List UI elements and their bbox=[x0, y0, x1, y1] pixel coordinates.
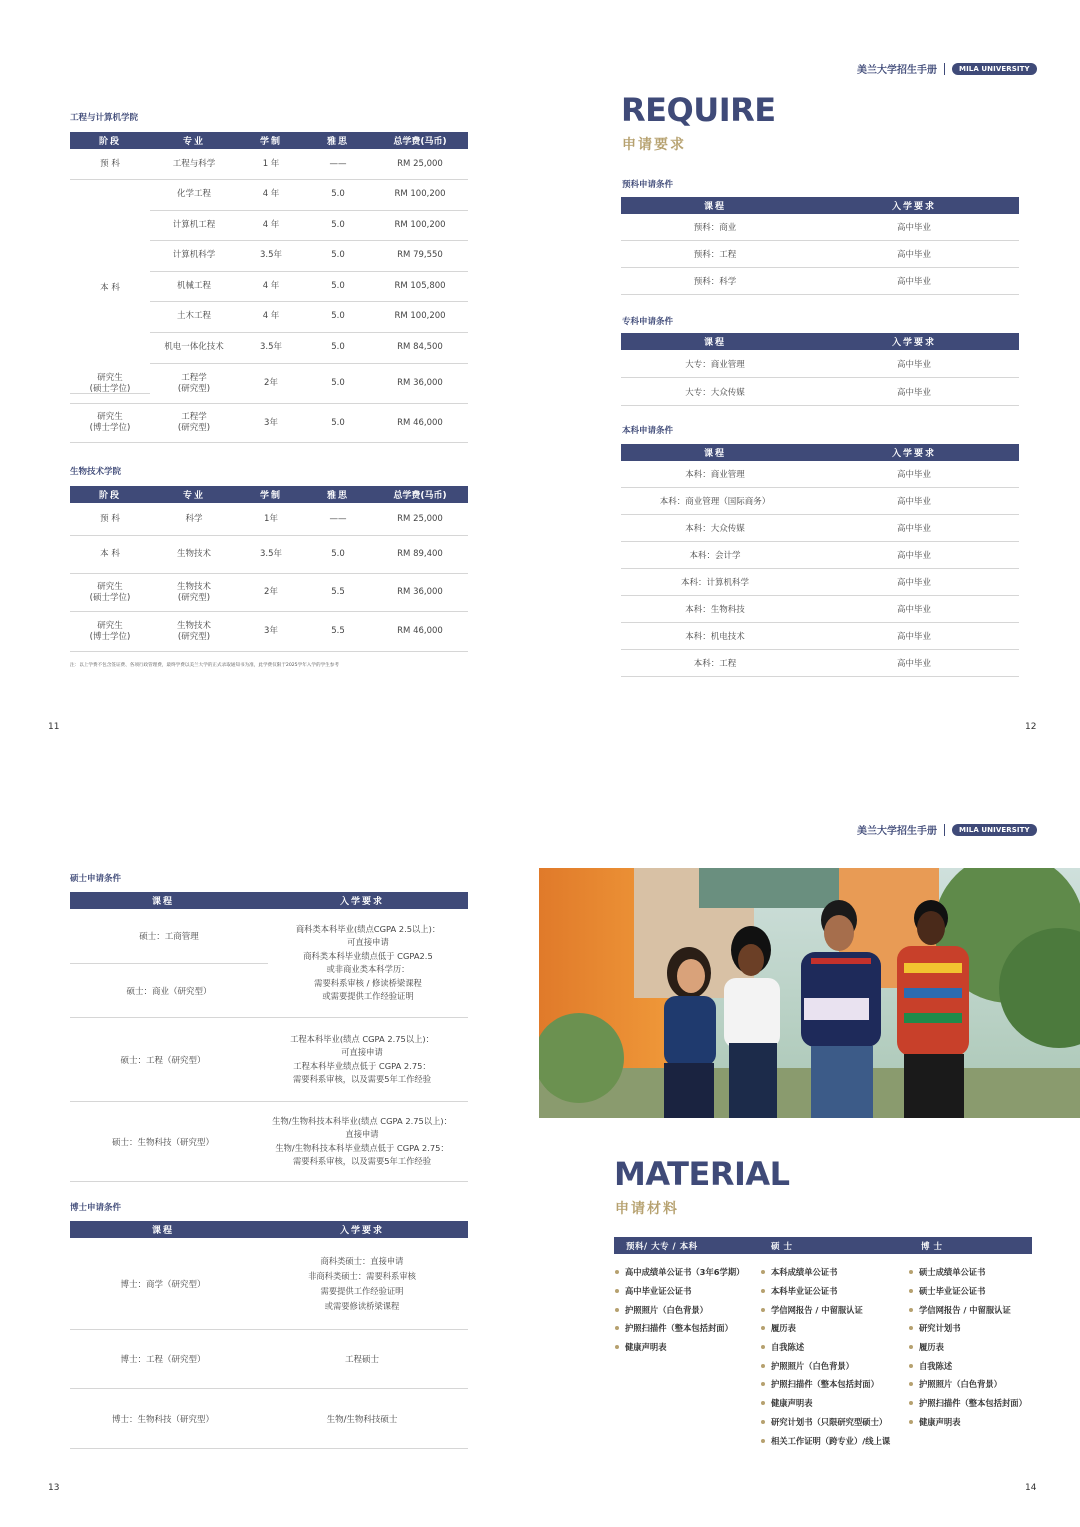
table-header bbox=[621, 333, 1019, 350]
years-cell: 4 年 bbox=[262, 189, 280, 200]
list-item-text: 研究计划书 bbox=[919, 1323, 961, 1334]
table-row bbox=[621, 623, 1019, 650]
requirement-line: 或非商业类本科学历： bbox=[326, 964, 410, 974]
bullet-icon bbox=[909, 1270, 913, 1274]
material-list-phd bbox=[909, 1263, 1034, 1431]
course-cell: 预科：工程 bbox=[693, 250, 737, 260]
col-header: 学制 bbox=[259, 137, 282, 147]
brand-divider bbox=[944, 63, 945, 75]
col-header: 硕 士 bbox=[771, 1241, 793, 1252]
fee-cell: RM 25,000 bbox=[397, 158, 443, 169]
ielts-cell: 5.0 bbox=[331, 342, 345, 352]
table-row bbox=[621, 515, 1019, 542]
stage-cell: 研究生 bbox=[97, 581, 123, 592]
requirement-cell bbox=[268, 909, 468, 1017]
col-header: 预科/ 大专 / 本科 bbox=[626, 1241, 698, 1252]
ielts-cell: 5.0 bbox=[331, 250, 345, 261]
stage-cell: 预 科 bbox=[100, 158, 120, 169]
stage-cell: 研究生 bbox=[97, 372, 123, 383]
list-item bbox=[761, 1263, 911, 1282]
requirement-line: 工程本科毕业绩点低于 CGPA 2.75： bbox=[293, 1060, 431, 1071]
requirement-cell: 高中毕业 bbox=[896, 470, 931, 480]
requirement-cell: 高中毕业 bbox=[896, 497, 931, 507]
brand-header bbox=[857, 61, 1037, 76]
material-table-header bbox=[614, 1237, 1032, 1254]
list-item-text: 健康声明表 bbox=[771, 1398, 813, 1409]
brand-pill: MILA UNIVERSITY bbox=[952, 824, 1037, 836]
bachelor-block bbox=[70, 180, 468, 394]
table-row bbox=[621, 350, 1019, 378]
students-photo bbox=[539, 868, 1080, 1118]
course-cell: 大专：大众传媒 bbox=[685, 387, 745, 398]
major-cell-sub: (研究型) bbox=[177, 423, 211, 433]
fee-cell: RM 25,000 bbox=[397, 513, 443, 524]
list-item bbox=[909, 1263, 1034, 1282]
list-item-text: 履历表 bbox=[919, 1342, 944, 1353]
stage-cell-sub: (博士学位) bbox=[89, 631, 131, 642]
list-item-text: 护照照片（白色背景） bbox=[625, 1304, 708, 1315]
eng-school-title: 工程与计算机学院 bbox=[70, 113, 139, 123]
col-header: 专业 bbox=[182, 491, 205, 501]
fee-cell: RM 46,000 bbox=[397, 417, 443, 428]
bullet-icon bbox=[909, 1326, 913, 1330]
requirement-line: 可直接申请 bbox=[341, 1047, 383, 1057]
fee-cell: RM 36,000 bbox=[397, 587, 443, 597]
bullet-icon bbox=[615, 1326, 619, 1330]
major-cell: 土木工程 bbox=[176, 311, 211, 322]
eng-fee-table bbox=[70, 132, 468, 394]
ielts-cell: 5.5 bbox=[331, 587, 345, 597]
course-cell: 本科：工程 bbox=[693, 659, 737, 669]
bullet-icon bbox=[909, 1382, 913, 1386]
bullet-icon bbox=[909, 1364, 913, 1368]
list-item-text: 自我陈述 bbox=[919, 1360, 953, 1371]
requirement-line: 需要科系审核 / 修读桥梁课程 bbox=[314, 977, 422, 988]
col-header: 课程 bbox=[151, 897, 174, 907]
list-item bbox=[615, 1338, 760, 1357]
brand-header bbox=[857, 822, 1037, 837]
material-list-undergrad bbox=[615, 1263, 760, 1356]
list-item bbox=[761, 1300, 911, 1319]
ielts-cell: 5.0 bbox=[331, 549, 345, 559]
bio-fee-table bbox=[70, 486, 468, 652]
ielts-cell: —— bbox=[329, 513, 347, 524]
bachelor-title: 本科申请条件 bbox=[622, 426, 674, 436]
phd-table bbox=[70, 1221, 468, 1449]
list-item bbox=[761, 1282, 911, 1301]
course-cell: 本科：机电技术 bbox=[685, 632, 745, 642]
bullet-icon bbox=[909, 1420, 913, 1424]
list-item bbox=[615, 1282, 760, 1301]
table-row bbox=[70, 612, 468, 652]
col-header: 博 士 bbox=[921, 1241, 943, 1252]
requirement-cell: 高中毕业 bbox=[896, 277, 931, 287]
major-cell: 工程学 bbox=[181, 412, 207, 422]
table-row bbox=[621, 596, 1019, 623]
fee-cell: RM 100,200 bbox=[394, 189, 446, 200]
col-header: 总学费(马币) bbox=[393, 491, 447, 501]
major-cell-sub: (研究型) bbox=[177, 631, 211, 642]
course-cell: 本科：计算机科学 bbox=[680, 578, 749, 588]
table-row bbox=[621, 542, 1019, 569]
years-cell: 3.5年 bbox=[259, 342, 283, 352]
requirement-line: 需要科系审核，以及需要5年工作经验 bbox=[292, 1156, 432, 1166]
requirement-line: 生物/生物科技本科毕业绩点低于 CGPA 2.75： bbox=[275, 1142, 449, 1153]
years-cell: 3.5年 bbox=[259, 250, 283, 261]
table-row bbox=[70, 574, 468, 612]
list-item bbox=[909, 1413, 1034, 1432]
stage-cell: 研究生 bbox=[97, 412, 123, 422]
fee-cell: RM 79,550 bbox=[397, 250, 443, 261]
list-item bbox=[615, 1300, 760, 1319]
table-row bbox=[621, 214, 1019, 241]
eng-grad-rows bbox=[70, 364, 468, 443]
col-header: 入学要求 bbox=[891, 338, 936, 348]
table-row bbox=[70, 503, 468, 536]
table-row bbox=[621, 378, 1019, 406]
course-cell: 博士：生物科技（研究型） bbox=[111, 1414, 214, 1425]
table-header bbox=[621, 444, 1019, 461]
major-cell: 化学工程 bbox=[176, 189, 211, 200]
bullet-icon bbox=[761, 1439, 765, 1443]
bullet-icon bbox=[615, 1345, 619, 1349]
list-item bbox=[761, 1431, 911, 1450]
bullet-icon bbox=[909, 1345, 913, 1349]
course-cell: 博士：工程（研究型） bbox=[120, 1355, 206, 1365]
requirement-line: 可直接申请 bbox=[347, 937, 389, 947]
table-row bbox=[70, 1102, 468, 1182]
course-cell: 预科：科学 bbox=[693, 277, 737, 287]
table-header bbox=[70, 892, 468, 909]
major-cell: 机械工程 bbox=[176, 280, 211, 291]
table-row bbox=[70, 1238, 468, 1330]
requirement-line: 商科类硕士：直接申请 bbox=[320, 1255, 404, 1266]
table-row bbox=[621, 241, 1019, 268]
requirement-cell: 高中毕业 bbox=[896, 605, 931, 615]
course-cell: 博士：商学（研究型） bbox=[120, 1279, 206, 1290]
fee-cell: RM 100,200 bbox=[394, 219, 446, 230]
table-row bbox=[621, 461, 1019, 488]
bullet-icon bbox=[761, 1401, 765, 1405]
years-cell: 3年 bbox=[264, 417, 278, 428]
years-cell: 1 年 bbox=[262, 158, 280, 169]
diploma-title: 专科申请条件 bbox=[622, 317, 674, 327]
col-header: 学制 bbox=[259, 491, 282, 501]
list-item bbox=[761, 1413, 911, 1432]
col-header: 阶段 bbox=[98, 491, 121, 501]
table-row bbox=[621, 268, 1019, 295]
fee-note: 注：以上学费不包含签证费、各项行政管理费，最终学费以美兰大学的正式录取通知书为准，此学费仅限于2025学年入学的学生参考 bbox=[70, 663, 339, 668]
course-cell: 大专：商业管理 bbox=[685, 359, 745, 370]
list-item-text: 护照扫描件（整本包括封面） bbox=[771, 1379, 879, 1390]
bullet-icon bbox=[761, 1420, 765, 1424]
stage-cell: 本 科 bbox=[100, 549, 120, 559]
stage-cell-sub: (硕士学位) bbox=[89, 383, 131, 394]
list-item-text: 相关工作证明（跨专业）/线上课 bbox=[771, 1435, 891, 1446]
course-cell: 本科：大众传媒 bbox=[685, 524, 745, 534]
list-item-text: 护照照片（白色背景） bbox=[771, 1360, 854, 1371]
table-row bbox=[70, 404, 468, 443]
list-item bbox=[909, 1375, 1034, 1394]
material-list-master bbox=[761, 1263, 911, 1450]
col-header: 雅思 bbox=[326, 137, 349, 147]
course-cell: 本科：商业管理 bbox=[685, 470, 745, 480]
bullet-icon bbox=[761, 1326, 765, 1330]
phd-title: 博士申请条件 bbox=[70, 1203, 122, 1213]
stage-cell-sub: (博士学位) bbox=[89, 423, 131, 433]
major-cell-sub: (研究型) bbox=[177, 383, 211, 394]
list-item-text: 护照照片（白色背景） bbox=[919, 1379, 1002, 1390]
fee-cell: RM 89,400 bbox=[397, 549, 443, 559]
years-cell: 3.5年 bbox=[259, 549, 283, 559]
major-cell: 科学 bbox=[185, 513, 203, 524]
ielts-cell: 5.0 bbox=[331, 417, 345, 428]
table-row bbox=[70, 364, 468, 404]
major-cell: 生物技术 bbox=[176, 620, 211, 631]
list-item-text: 学信网报告 / 中留服认证 bbox=[919, 1304, 1011, 1315]
material-subtitle: 申请材料 bbox=[615, 1201, 679, 1217]
list-item bbox=[909, 1338, 1034, 1357]
col-header: 课程 bbox=[703, 202, 726, 212]
bullet-icon bbox=[761, 1270, 765, 1274]
requirement-line: 生物/生物科技本科毕业(绩点 CGPA 2.75以上)： bbox=[272, 1115, 452, 1126]
fee-cell: RM 84,500 bbox=[397, 342, 443, 352]
stage-cell: 本 科 bbox=[70, 180, 150, 394]
col-header: 课程 bbox=[151, 1226, 174, 1236]
brand-cn: 美兰大学招生手册 bbox=[857, 826, 937, 837]
years-cell: 2年 bbox=[264, 587, 278, 597]
col-header: 阶段 bbox=[98, 137, 121, 147]
master-title: 硕士申请条件 bbox=[70, 874, 122, 884]
list-item bbox=[761, 1394, 911, 1413]
course-cell: 本科：商业管理（国际商务） bbox=[659, 497, 771, 507]
list-item-text: 本科毕业证公证书 bbox=[771, 1286, 838, 1297]
major-cell: 计算机科学 bbox=[172, 250, 216, 261]
table-row bbox=[70, 1018, 468, 1102]
major-cell: 工程与科学 bbox=[172, 158, 216, 169]
bullet-icon bbox=[761, 1364, 765, 1368]
list-item bbox=[909, 1394, 1034, 1413]
requirement-cell: 高中毕业 bbox=[896, 223, 931, 233]
course-cell: 本科：会计学 bbox=[689, 551, 741, 561]
list-item bbox=[909, 1300, 1034, 1319]
col-header: 入学要求 bbox=[891, 202, 936, 212]
requirement-line: 非商科类硕士：需要科系审核 bbox=[308, 1270, 416, 1281]
bachelor-table bbox=[621, 444, 1019, 677]
list-item bbox=[761, 1356, 911, 1375]
requirement-cell bbox=[256, 1254, 468, 1314]
foundation-title: 预科申请条件 bbox=[622, 180, 674, 190]
col-header: 入学要求 bbox=[339, 1226, 384, 1236]
require-subtitle: 申请要求 bbox=[622, 137, 686, 153]
require-title: REQUIRE bbox=[621, 91, 776, 129]
list-item-text: 自我陈述 bbox=[771, 1342, 805, 1353]
col-header: 课程 bbox=[703, 449, 726, 459]
page-number: 14 bbox=[1025, 1483, 1037, 1493]
fee-cell: RM 36,000 bbox=[397, 378, 443, 388]
ielts-cell: 5.0 bbox=[331, 219, 345, 230]
years-cell: 3年 bbox=[264, 626, 278, 636]
requirement-cell: 高中毕业 bbox=[896, 387, 931, 398]
course-cell: 硕士：生物科技（研究型） bbox=[111, 1137, 214, 1148]
bio-school-title: 生物技术学院 bbox=[70, 467, 122, 477]
course-cell: 硕士：商业（研究型） bbox=[126, 987, 212, 997]
bullet-icon bbox=[761, 1345, 765, 1349]
table-row bbox=[70, 149, 468, 180]
major-cell: 机电一体化技术 bbox=[164, 342, 224, 352]
table-row bbox=[621, 650, 1019, 677]
years-cell: 1年 bbox=[264, 513, 278, 524]
list-item-text: 高中毕业证公证书 bbox=[625, 1286, 692, 1297]
col-header: 专业 bbox=[182, 137, 205, 147]
list-item bbox=[615, 1319, 760, 1338]
fee-cell: RM 105,800 bbox=[394, 280, 446, 291]
list-item bbox=[909, 1356, 1034, 1375]
list-item bbox=[761, 1338, 911, 1357]
fee-cell: RM 46,000 bbox=[397, 626, 443, 636]
requirement-cell: 高中毕业 bbox=[896, 551, 931, 561]
years-cell: 4 年 bbox=[262, 280, 280, 291]
list-item-text: 高中成绩单公证书（3年6学期） bbox=[625, 1267, 745, 1278]
list-item bbox=[761, 1375, 911, 1394]
requirement-cell: 工程硕士 bbox=[344, 1355, 379, 1365]
ielts-cell: 5.0 bbox=[331, 189, 345, 200]
course-cell: 预科：商业 bbox=[693, 223, 737, 233]
col-header: 雅思 bbox=[326, 491, 349, 501]
list-item-text: 健康声明表 bbox=[625, 1342, 667, 1353]
requirement-line: 直接申请 bbox=[345, 1129, 379, 1139]
bullet-icon bbox=[615, 1289, 619, 1293]
requirement-line: 需要提供工作经验证明 bbox=[320, 1285, 404, 1296]
list-item-text: 护照扫描件（整本包括封面） bbox=[919, 1398, 1027, 1409]
major-cell: 生物技术 bbox=[176, 581, 211, 592]
col-header: 入学要求 bbox=[891, 449, 936, 459]
brand-divider bbox=[944, 824, 945, 836]
requirement-cell: 生物/生物科技硕士 bbox=[326, 1414, 398, 1425]
bullet-icon bbox=[761, 1382, 765, 1386]
stage-cell: 研究生 bbox=[97, 620, 123, 631]
table-row bbox=[621, 569, 1019, 596]
ielts-cell: —— bbox=[329, 158, 347, 169]
col-header: 课程 bbox=[703, 338, 726, 348]
list-item-text: 学信网报告 / 中留服认证 bbox=[771, 1304, 863, 1315]
list-item-text: 本科成绩单公证书 bbox=[771, 1267, 838, 1278]
bullet-icon bbox=[909, 1308, 913, 1312]
page-number: 11 bbox=[48, 722, 60, 732]
ielts-cell: 5.0 bbox=[331, 311, 345, 322]
page-number: 13 bbox=[48, 1483, 60, 1493]
requirement-cell: 高中毕业 bbox=[896, 250, 931, 260]
ielts-cell: 5.0 bbox=[331, 280, 345, 291]
fee-cell: RM 100,200 bbox=[394, 311, 446, 322]
stage-cell: 预 科 bbox=[100, 513, 120, 524]
requirement-cell: 高中毕业 bbox=[896, 359, 931, 370]
years-cell: 2年 bbox=[264, 378, 278, 388]
bullet-icon bbox=[615, 1308, 619, 1312]
list-item-text: 健康声明表 bbox=[919, 1416, 961, 1427]
requirement-line: 商科类本科毕业绩点低于 CGPA2.5 bbox=[303, 950, 433, 961]
course-cell: 本科：生物科技 bbox=[685, 605, 745, 615]
table-row bbox=[621, 488, 1019, 515]
years-cell: 4 年 bbox=[262, 311, 280, 322]
requirement-line: 工程本科毕业(绩点 CGPA 2.75以上)： bbox=[290, 1033, 434, 1044]
list-item bbox=[761, 1319, 911, 1338]
course-cell: 硕士：工商管理 bbox=[70, 909, 268, 964]
requirement-line: 需要科系审核，以及需要5年工作经验 bbox=[292, 1074, 432, 1084]
table-row bbox=[70, 1330, 468, 1389]
bullet-icon bbox=[761, 1308, 765, 1312]
requirement-cell: 高中毕业 bbox=[896, 524, 931, 534]
major-cell-sub: (研究型) bbox=[177, 592, 211, 603]
list-item-text: 履历表 bbox=[771, 1323, 796, 1334]
col-header: 总学费(马币) bbox=[393, 137, 447, 147]
table-row bbox=[70, 536, 468, 574]
requirement-line: 或需要提供工作经验证明 bbox=[322, 991, 414, 1001]
table-row bbox=[70, 909, 468, 1018]
course-cell: 硕士：工程（研究型） bbox=[120, 1055, 206, 1066]
brand-cn: 美兰大学招生手册 bbox=[857, 65, 937, 76]
diploma-table bbox=[621, 333, 1019, 406]
requirement-line: 商科类本科毕业(绩点CGPA 2.5以上)： bbox=[295, 923, 441, 934]
table-header bbox=[70, 132, 468, 149]
ielts-cell: 5.5 bbox=[331, 626, 345, 636]
bullet-icon bbox=[761, 1289, 765, 1293]
ielts-cell: 5.0 bbox=[331, 378, 345, 388]
major-cell: 生物技术 bbox=[176, 549, 211, 559]
table-header bbox=[70, 486, 468, 503]
requirement-cell: 高中毕业 bbox=[896, 659, 931, 669]
brand-pill: MILA UNIVERSITY bbox=[952, 63, 1037, 75]
list-item bbox=[615, 1263, 760, 1282]
page-number: 12 bbox=[1025, 722, 1037, 732]
list-item-text: 研究计划书（只限研究型硕士） bbox=[771, 1416, 888, 1427]
table-row bbox=[70, 1389, 468, 1449]
major-cell: 计算机工程 bbox=[172, 219, 216, 230]
bullet-icon bbox=[909, 1401, 913, 1405]
major-cell: 工程学 bbox=[181, 372, 207, 383]
list-item-text: 护照扫描件（整本包括封面） bbox=[625, 1323, 733, 1334]
list-item bbox=[909, 1319, 1034, 1338]
table-header bbox=[70, 1221, 468, 1238]
bullet-icon bbox=[615, 1270, 619, 1274]
material-title: MATERIAL bbox=[614, 1155, 790, 1193]
requirement-cell: 高中毕业 bbox=[896, 632, 931, 642]
requirement-cell: 高中毕业 bbox=[896, 578, 931, 588]
bullet-icon bbox=[909, 1289, 913, 1293]
requirement-cell bbox=[256, 1115, 468, 1169]
list-item-text: 硕士毕业证公证书 bbox=[919, 1286, 986, 1297]
master-table bbox=[70, 892, 468, 1182]
years-cell: 4 年 bbox=[262, 219, 280, 230]
list-item-text: 硕士成绩单公证书 bbox=[919, 1267, 986, 1278]
table-header bbox=[621, 197, 1019, 214]
list-item bbox=[909, 1282, 1034, 1301]
stage-cell-sub: (硕士学位) bbox=[89, 592, 131, 603]
col-header: 入学要求 bbox=[339, 897, 384, 907]
requirement-cell bbox=[256, 1033, 468, 1087]
requirement-line: 或需要修读桥梁课程 bbox=[324, 1300, 400, 1311]
foundation-table bbox=[621, 197, 1019, 295]
